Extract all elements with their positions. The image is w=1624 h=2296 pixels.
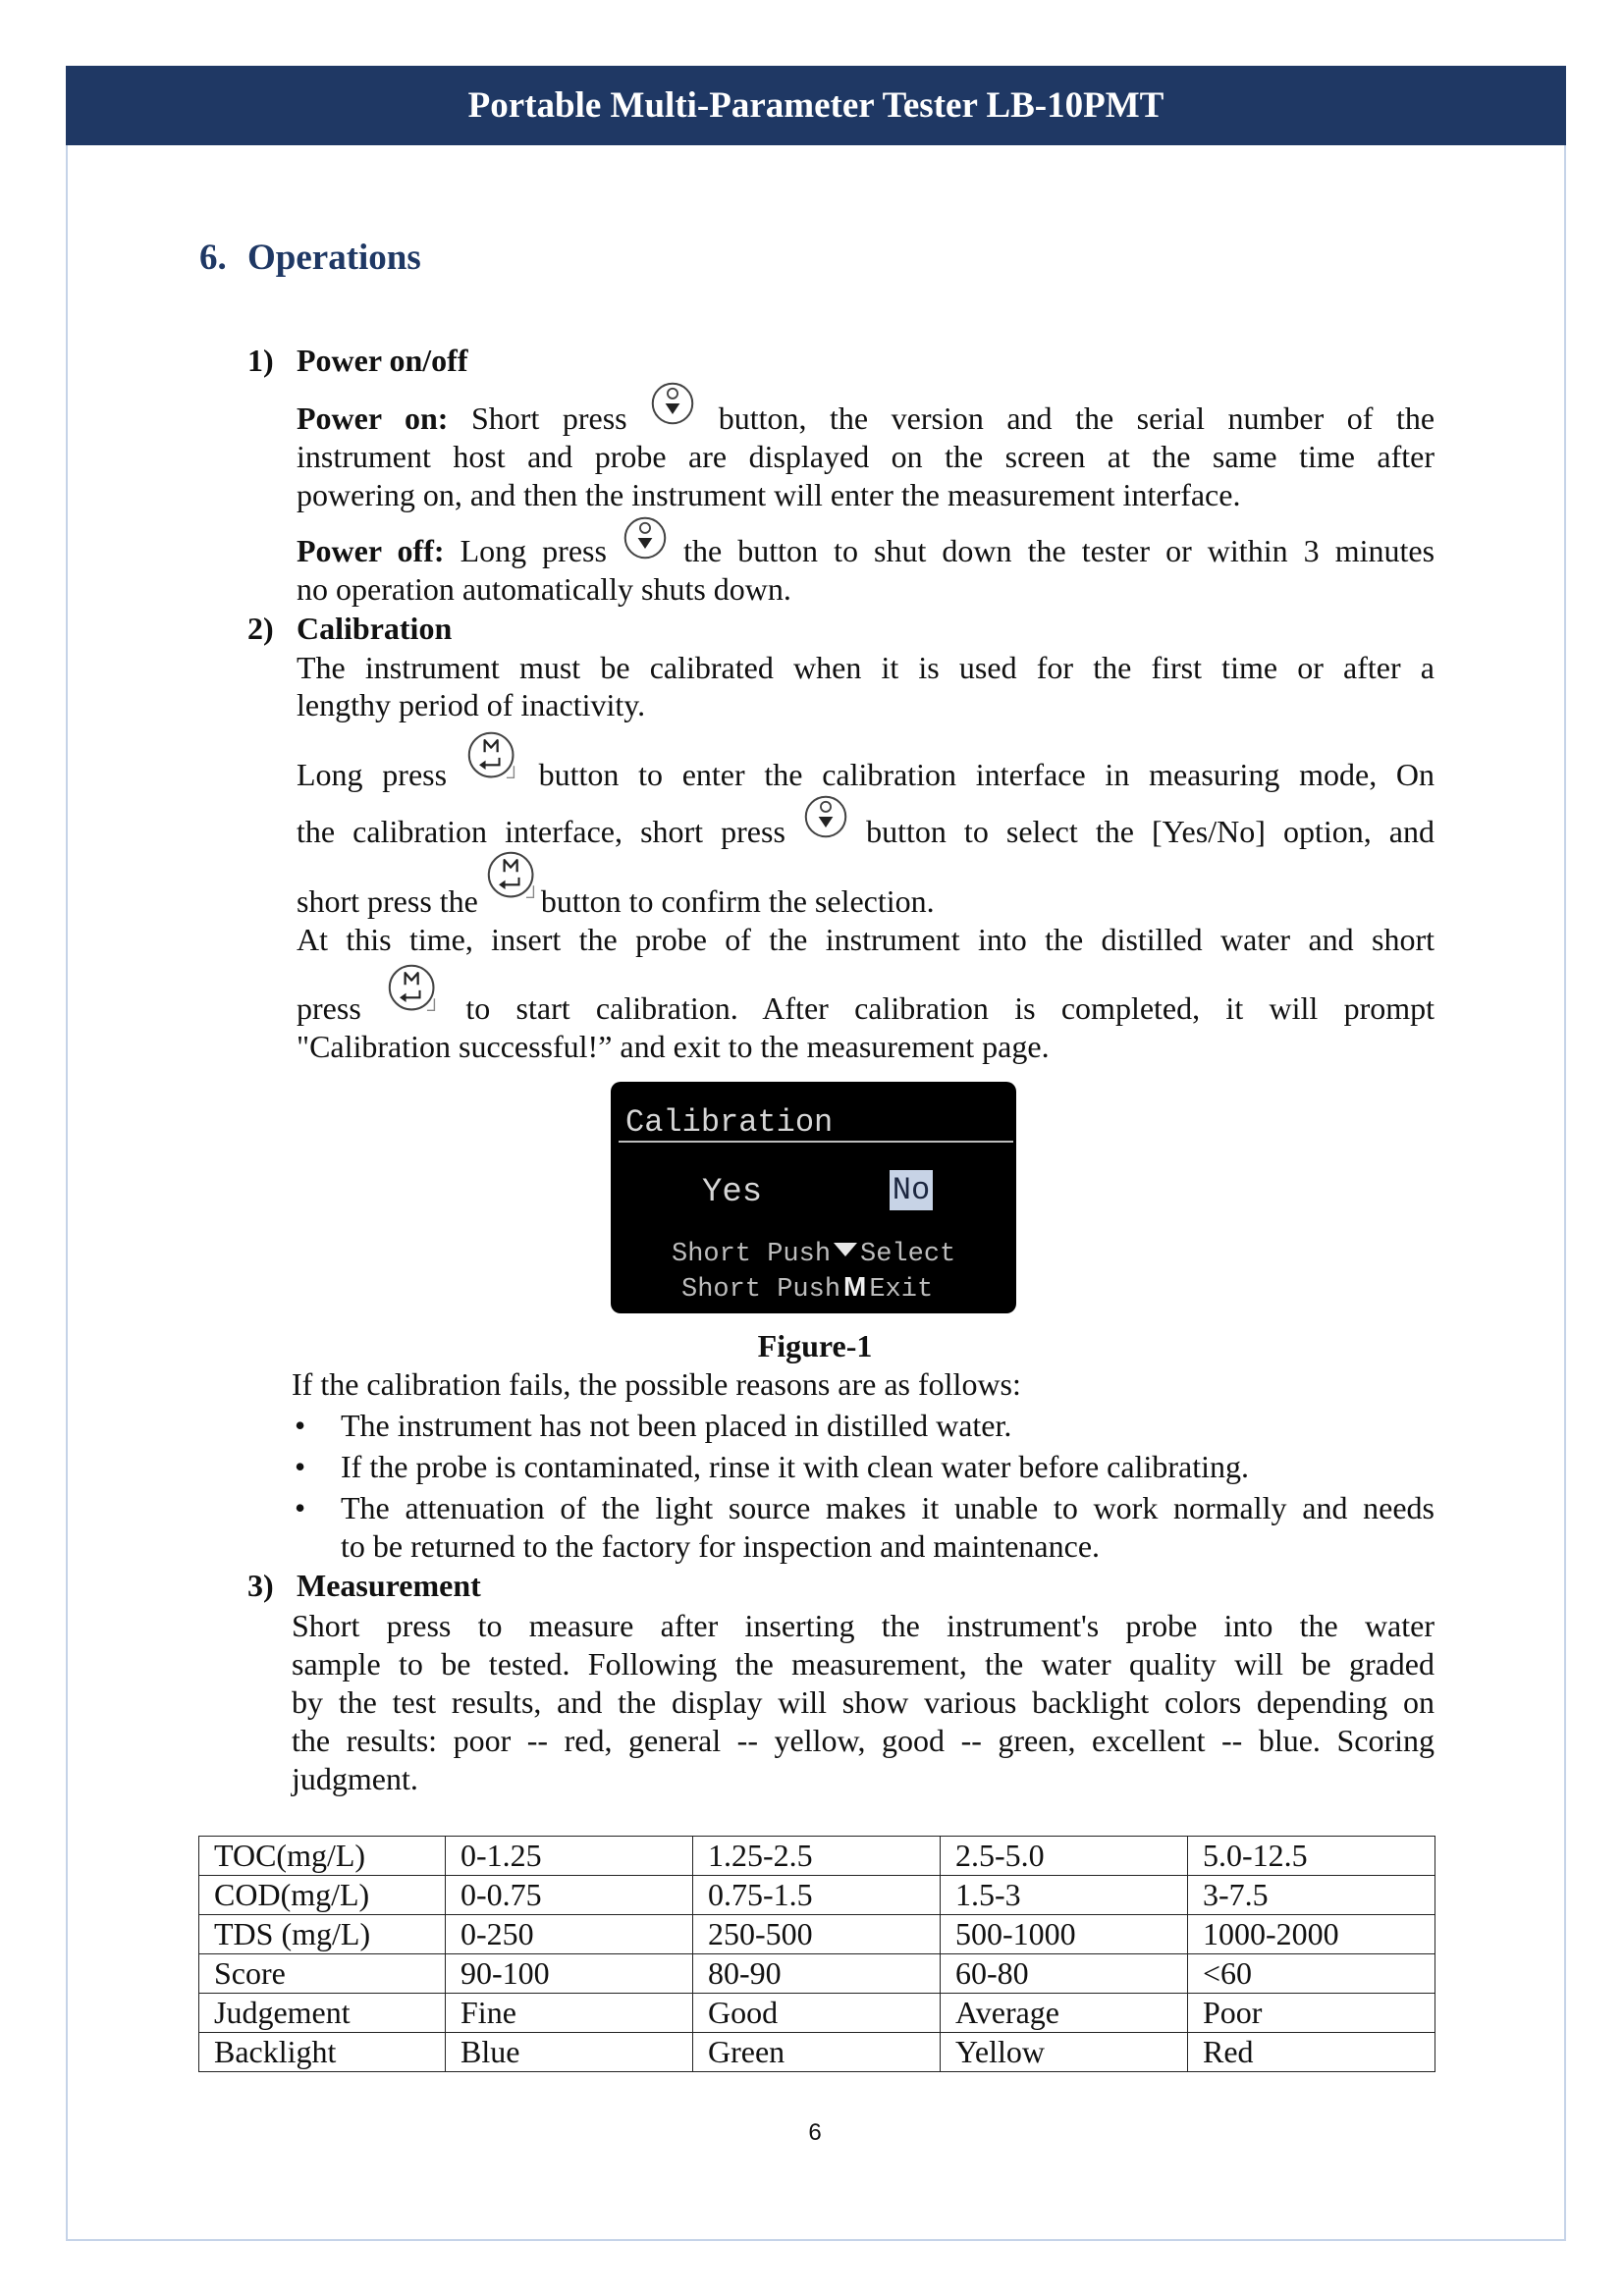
page-header <box>66 66 1566 145</box>
table-cell: 0-0.75 <box>446 1876 693 1915</box>
hint-prefix: Short Push <box>681 1275 841 1305</box>
subsection-number: 2) <box>247 611 274 646</box>
table-cell: Average <box>941 1994 1188 2033</box>
paragraph-line: lengthy period of inactivity. <box>297 687 646 722</box>
table-cell: Backlight <box>199 2033 446 2072</box>
table-cell: Yellow <box>941 2033 1188 2072</box>
water-quality-grading-table <box>198 1836 1435 2072</box>
table-cell: <60 <box>1188 1954 1435 1994</box>
text-fragment: button, the version and the serial number of the <box>718 400 1435 436</box>
table-row <box>199 2033 1435 2072</box>
table-cell: Score <box>199 1954 446 1994</box>
table-cell: TDS (mg/L) <box>199 1915 446 1954</box>
subsection-number: 3) <box>247 1568 274 1603</box>
table-cell: 0.75-1.5 <box>693 1876 941 1915</box>
hint-key: M <box>843 1271 867 1302</box>
table-cell: 0-1.25 <box>446 1837 693 1876</box>
power-off-label: Power off: <box>297 533 445 568</box>
paragraph-line: no operation automatically shuts down. <box>297 571 791 607</box>
table-cell: 3-7.5 <box>1188 1876 1435 1915</box>
paragraph-line: At this time, insert the probe of the instrument into the distilled water and short <box>297 922 1435 957</box>
paragraph-line: "Calibration successful!” and exit to the measurement page. <box>297 1029 1050 1064</box>
table-cell: 60-80 <box>941 1954 1188 1994</box>
paragraph-line <box>297 755 1435 794</box>
text-fragment: button to enter the calibration interface in measuring mode, On <box>538 757 1435 792</box>
screen-hint-select <box>672 1239 955 1270</box>
table-cell: 250-500 <box>693 1915 941 1954</box>
section-heading: Operations <box>247 238 421 278</box>
paragraph-line: sample to be tested. Following the measurement, the water quality will be graded <box>292 1646 1435 1682</box>
calibration-screen-figure <box>611 1082 1016 1313</box>
subsection-title: Calibration <box>297 611 453 646</box>
table-row <box>199 1837 1435 1876</box>
table-cell: 0-250 <box>446 1915 693 1954</box>
table-cell: Judgement <box>199 1994 446 2033</box>
paragraph-line <box>297 531 1435 570</box>
bullet-marker: • <box>295 1490 306 1525</box>
table-cell: Fine <box>446 1994 693 2033</box>
subsection-heading-power <box>247 341 467 380</box>
table-cell: Green <box>693 2033 941 2072</box>
section-title <box>199 236 421 281</box>
text-fragment: the button to shut down the tester or within 3 minutes <box>683 533 1435 568</box>
table-row <box>199 1954 1435 1994</box>
table-cell: COD(mg/L) <box>199 1876 446 1915</box>
paragraph-line: powering on, and then the instrument will enter the measurement interface. <box>297 477 1241 512</box>
screen-hint-exit <box>681 1271 933 1303</box>
table-cell: 500-1000 <box>941 1915 1188 1954</box>
table-cell: 1.5-3 <box>941 1876 1188 1915</box>
paragraph-line <box>297 399 1435 438</box>
text-fragment: Long press <box>297 757 448 792</box>
paragraph-line: by the test results, and the display will show various backlight colors depending on <box>292 1684 1435 1720</box>
hint-suffix: Exit <box>869 1275 934 1305</box>
mode-enter-button-icon <box>387 1018 440 1019</box>
table-cell: Poor <box>1188 1994 1435 2033</box>
section-number: 6. <box>199 238 227 278</box>
screen-title-underline <box>619 1141 1013 1143</box>
table-cell: 1.25-2.5 <box>693 1837 941 1876</box>
figure-caption: Figure-1 <box>757 1328 873 1363</box>
power-select-button-icon <box>803 841 848 842</box>
paragraph-line: instrument host and probe are displayed on the screen at the same time after <box>297 439 1435 474</box>
mode-enter-button-icon <box>466 784 519 785</box>
text-fragment: to start calibration. After calibration is completed, it will prompt <box>465 990 1435 1026</box>
table-cell: 1000-2000 <box>1188 1915 1435 1954</box>
paragraph-line: the results: poor -- red, general -- yellow, good -- green, excellent -- blue. Scoring <box>292 1723 1435 1758</box>
paragraph-line: Short press to measure after inserting the instrument's probe into the water <box>292 1608 1435 1643</box>
page-number: 6 <box>808 2119 822 2146</box>
subsection-heading-calibration <box>247 609 452 648</box>
paragraph-line <box>297 881 1435 921</box>
subsection-number: 1) <box>247 343 274 378</box>
table-row <box>199 1915 1435 1954</box>
screen-option-no-selected: No <box>890 1170 933 1210</box>
table-cell: 2.5-5.0 <box>941 1837 1188 1876</box>
table-row <box>199 1876 1435 1915</box>
table-cell: Good <box>693 1994 941 2033</box>
hint-prefix: Short Push <box>672 1240 832 1269</box>
table-cell: Blue <box>446 2033 693 2072</box>
power-on-label: Power on: <box>297 400 449 436</box>
paragraph-line <box>297 988 1435 1028</box>
text-fragment: the calibration interface, short press <box>297 814 785 849</box>
text-fragment: press <box>297 990 361 1026</box>
table-cell: 80-90 <box>693 1954 941 1994</box>
list-item: If the probe is contaminated, rinse it with clean water before calibrating. <box>341 1449 1249 1484</box>
table-cell: 5.0-12.5 <box>1188 1837 1435 1876</box>
screen-title: Calibration <box>625 1104 834 1141</box>
paragraph-line <box>297 812 1435 851</box>
paragraph-line: The instrument must be calibrated when it is used for the first time or after a <box>297 650 1435 685</box>
text-fragment: button to select the [Yes/No] option, and <box>866 814 1435 849</box>
bullet-marker: • <box>295 1408 306 1443</box>
list-item: The instrument has not been placed in distilled water. <box>341 1408 1012 1443</box>
list-item: The attenuation of the light source makes it unable to work normally and needs <box>341 1490 1435 1525</box>
down-triangle-icon <box>833 1246 858 1261</box>
mode-enter-button-icon <box>486 911 539 912</box>
table-cell: 90-100 <box>446 1954 693 1994</box>
subsection-title: Power on/off <box>297 343 468 378</box>
bullet-marker: • <box>295 1449 306 1484</box>
list-item-continuation: to be returned to the factory for inspection and maintenance. <box>341 1528 1101 1564</box>
hint-suffix: Select <box>860 1240 956 1269</box>
text-fragment: button to confirm the selection. <box>540 883 935 919</box>
text-fragment: short press the <box>297 883 478 919</box>
table-cell: Red <box>1188 2033 1435 2072</box>
subsection-heading-measurement <box>247 1566 481 1605</box>
table-cell: TOC(mg/L) <box>199 1837 446 1876</box>
power-select-button-icon <box>650 428 695 429</box>
text-fragment: Short press <box>471 400 627 436</box>
paragraph-line: judgment. <box>292 1761 418 1796</box>
subsection-title: Measurement <box>297 1568 481 1603</box>
header-title: Portable Multi-Parameter Tester LB-10PMT <box>467 85 1164 126</box>
table-row <box>199 1994 1435 2033</box>
paragraph-line: If the calibration fails, the possible reasons are as follows: <box>292 1366 1021 1402</box>
screen-option-yes: Yes <box>702 1174 763 1211</box>
text-fragment: Long press <box>460 533 607 568</box>
